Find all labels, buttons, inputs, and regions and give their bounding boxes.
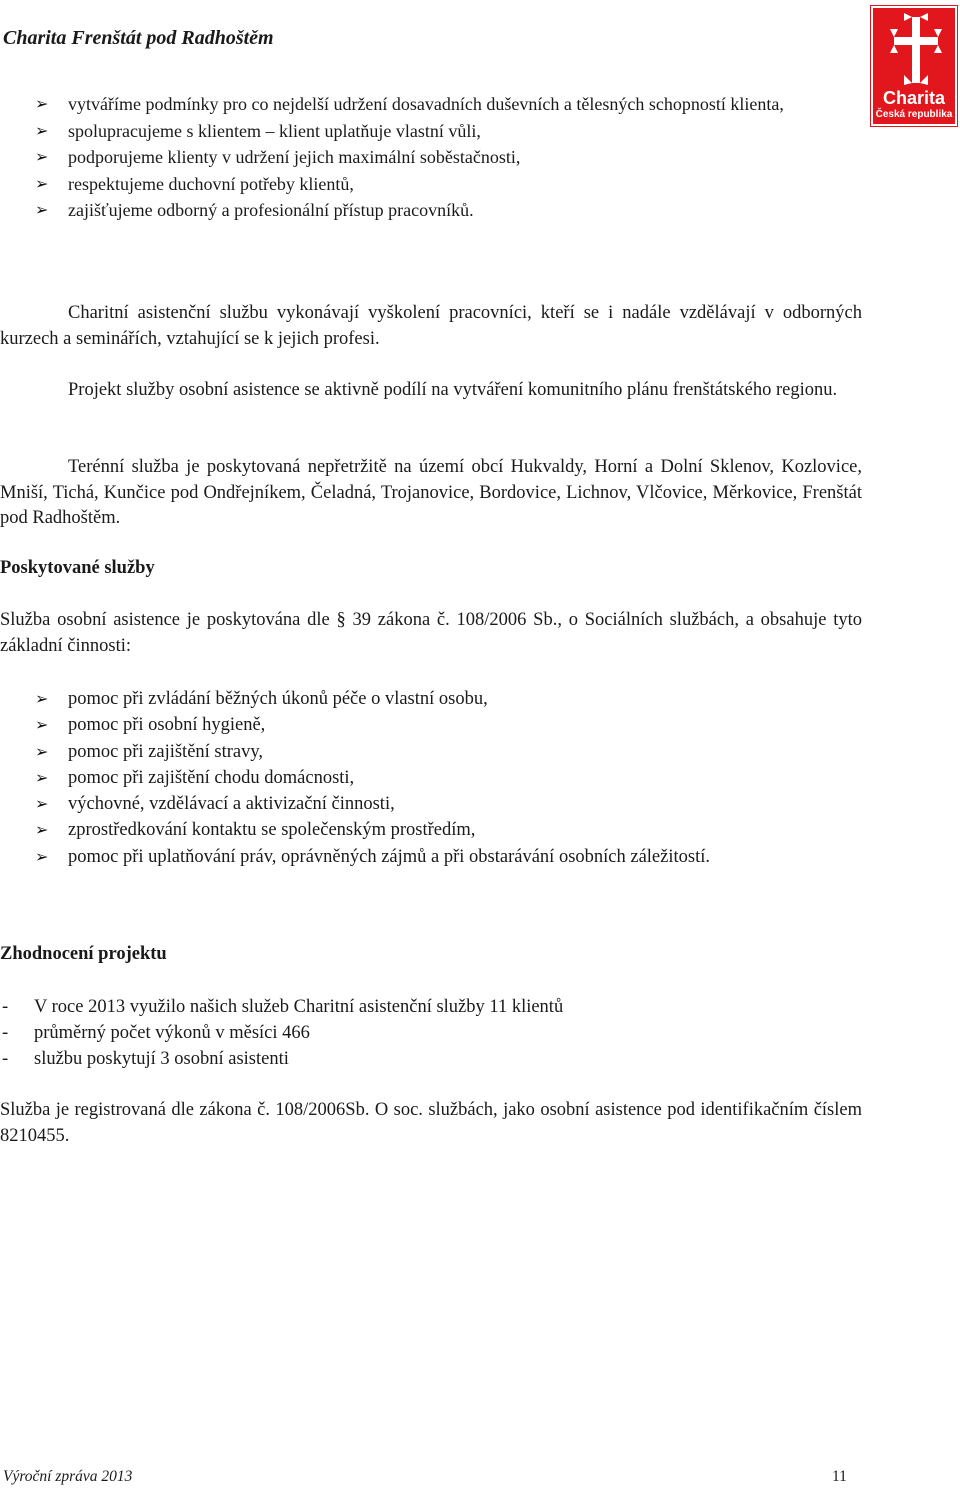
list-item: ➢ výchovné, vzdělávací a aktivizační činnosti,: [0, 791, 862, 817]
list-item: ➢ pomoc při zajištění chodu domácnosti,: [0, 765, 862, 791]
registration-paragraph: Služba je registrovaná dle zákona č. 108/2006Sb. O soc. službách, jako osobní asistence pod identifikačním číslem 8210455.: [0, 1100, 862, 1146]
list-item: ➢ zajišťujeme odborný a profesionální přístup pracovníků.: [0, 197, 862, 224]
dash-bullet: -: [2, 997, 9, 1017]
list-item: - službu poskytují 3 osobní asistenti: [0, 1046, 862, 1072]
services-list: [0, 686, 862, 870]
arrow-bullet-icon: ➢: [35, 173, 49, 193]
list-item: ➢ respektujeme duchovní potřeby klientů,: [0, 171, 862, 198]
arrow-bullet-icon: ➢: [35, 94, 49, 113]
arrow-bullet-icon: ➢: [35, 741, 49, 761]
principles-list: [0, 91, 862, 224]
list-item: ➢ pomoc při uplatňování práv, oprávněných zájmů a při obstarávání osobních záležitostí.: [0, 844, 862, 870]
list-item: ➢ pomoc při osobní hygieně,: [0, 712, 862, 738]
arrow-bullet-icon: ➢: [35, 846, 49, 866]
footer-report-title: Výroční zpráva 2013: [3, 1468, 133, 1485]
list-item: - V roce 2013 využilo našich služeb Charitní asistenční služby 11 klientů: [0, 994, 862, 1020]
list-item: - průměrný počet výkonů v měsíci 466: [0, 1020, 862, 1046]
logo-name: Charita: [882, 88, 945, 108]
logo-subtitle: Česká republika: [875, 109, 953, 120]
page-number: 11: [832, 1468, 847, 1485]
staff-paragraph: Charitní asistenční službu vykonávají vyškolení pracovníci, kteří se i nadále vzdělávají v odborných kurzech a seminářích, vztahující se k jejich profesi.: [0, 303, 862, 349]
charita-cross-icon: [890, 13, 942, 85]
arrow-bullet-icon: ➢: [35, 820, 49, 840]
arrow-bullet-icon: ➢: [35, 715, 49, 735]
arrow-bullet-icon: ➢: [35, 200, 49, 219]
document-header-title: Charita Frenštát pod Radhoštěm: [3, 27, 274, 49]
services-heading: Poskytované služby: [0, 558, 155, 578]
project-paragraph: Projekt služby osobní asistence se aktivně podílí na vytváření komunitního plánu frenštátského regionu.: [68, 380, 838, 400]
list-item: ➢ pomoc při zajištění stravy,: [0, 739, 862, 765]
charita-logo: [871, 6, 957, 126]
dash-bullet: -: [2, 1023, 9, 1043]
arrow-bullet-icon: ➢: [35, 767, 49, 787]
territory-paragraph: Terénní služba je poskytovaná nepřetržitě na území obcí Hukvaldy, Horní a Dolní Sklenov, Kozlovice, Mniší, Tichá, Kunčice pod Ondřejníkem, Čeladná, Trojanovice, Bordovice, Lichnov, Vlčovice, Měrkovice, Frenštát pod Radhoštěm.: [0, 457, 862, 528]
list-item: ➢ spolupracujeme s klientem – klient uplatňuje vlastní vůli,: [0, 118, 862, 145]
arrow-bullet-icon: ➢: [35, 689, 49, 708]
evaluation-list: [0, 994, 862, 1072]
evaluation-heading: Zhodnocení projektu: [0, 944, 167, 964]
list-item: ➢ podporujeme klienty v udržení jejich maximální soběstačnosti,: [0, 144, 862, 171]
list-item: ➢ zprostředkování kontaktu se společenským prostředím,: [0, 817, 862, 843]
arrow-bullet-icon: ➢: [35, 147, 49, 166]
arrow-bullet-icon: ➢: [35, 120, 49, 140]
services-intro: Služba osobní asistence je poskytována dle § 39 zákona č. 108/2006 Sb., o Sociálních službách, a obsahuje tyto základní činnosti:: [0, 610, 862, 656]
list-item: ➢ vytváříme podmínky pro co nejdelší udržení dosavadních duševních a tělesných schopností klienta,: [0, 91, 862, 118]
dash-bullet: -: [2, 1049, 9, 1069]
list-item: ➢ pomoc při zvládání běžných úkonů péče o vlastní osobu,: [0, 686, 862, 712]
arrow-bullet-icon: ➢: [35, 794, 49, 814]
